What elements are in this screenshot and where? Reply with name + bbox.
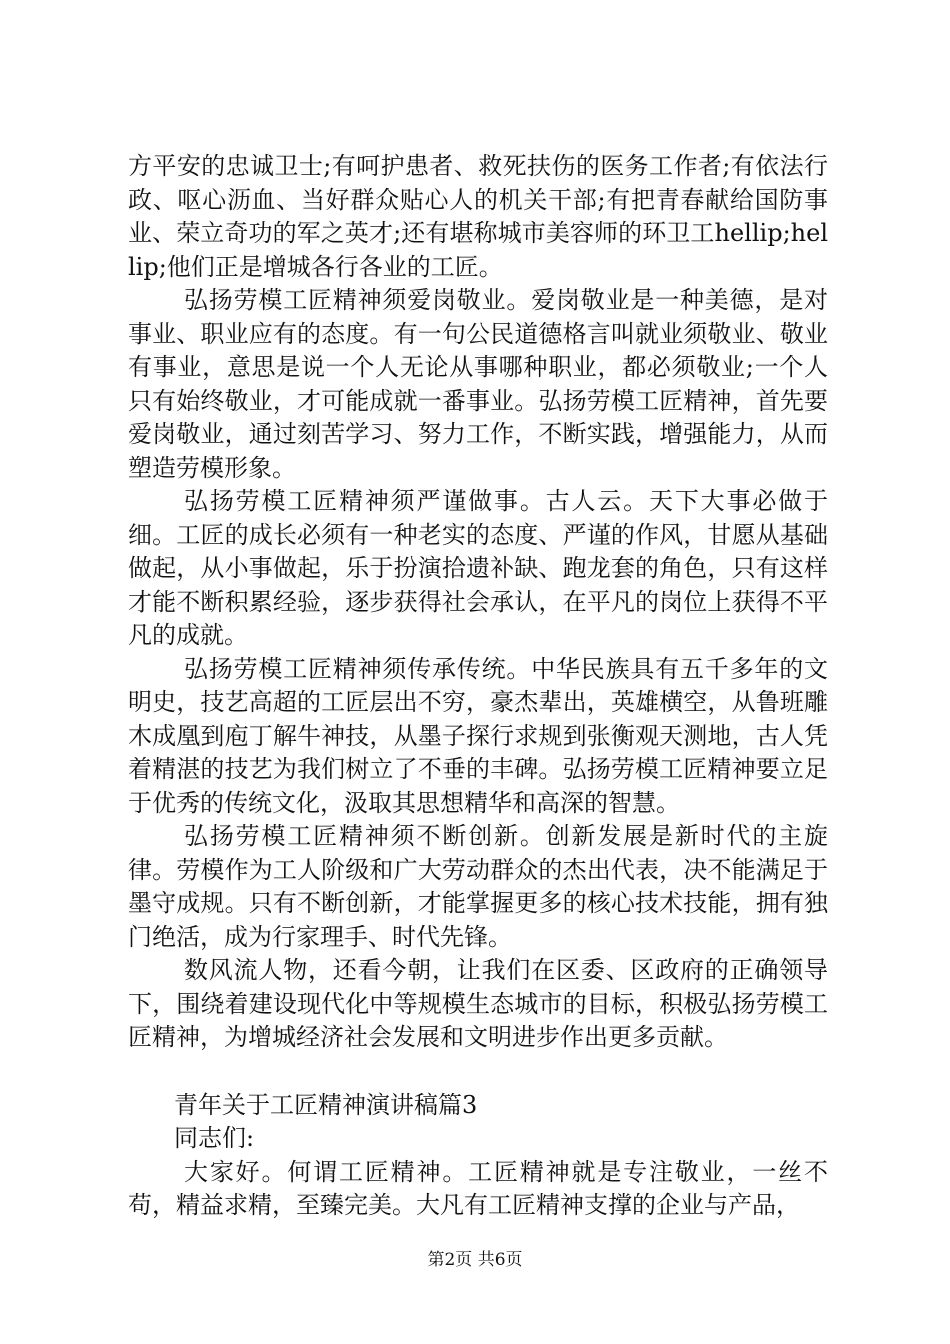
document-body — [128, 150, 828, 1223]
paragraph-dedication: 弘扬劳模工匠精神须爱岗敬业。爱岗敬业是一种美德，是对事业、职业应有的态度。有一句公民道德格言叫就业须敬业、敬业有事业，意思是说一个人无论从事哪种职业，都必须敬业;一个人只有始终敬业，才可能成就一番事业。弘扬劳模工匠精神，首先要爱岗敬业，通过刻苦学习、努力工作，不断实践，增强能力，从而塑造劳模形象。 — [128, 286, 828, 482]
paragraph-conclusion: 数风流人物，还看今朝，让我们在区委、区政府的正确领导下，围绕着建设现代化中等规模生态城市的目标，积极弘扬劳模工匠精神，为增城经济社会发展和文明进步作出更多贡献。 — [128, 956, 828, 1051]
paragraph-opening: 大家好。何谓工匠精神。工匠精神就是专注敬业，一丝不苟，精益求精，至臻完美。大凡有工匠精神支撑的企业与产品， — [128, 1157, 828, 1219]
paragraph-continuation: 方平安的忠诚卫士;有呵护患者、救死扶伤的医务工作者;有依法行政、呕心沥血、当好群众贴心人的机关干部;有把青春献给国防事业、荣立奇功的军之英才;还有堪称城市美容师的环卫工hellip;hellip;他们正是增城各行各业的工匠。 — [128, 152, 828, 281]
paragraph-innovation: 弘扬劳模工匠精神须不断创新。创新发展是新时代的主旋律。劳模作为工人阶级和广大劳动群众的杰出代表，决不能满足于墨守成规。只有不断创新，才能掌握更多的核心技术技能，拥有独门绝活，成为行家理手、时代先锋。 — [128, 822, 828, 951]
paragraph-tradition: 弘扬劳模工匠精神须传承传统。中华民族具有五千多年的文明史，技艺高超的工匠层出不穷，豪杰辈出，英雄横空，从鲁班雕木成凰到庖丁解牛神技，从墨子探行求规到张衡观天测地，古人凭着精湛的技艺为我们树立了不垂的丰碑。弘扬劳模工匠精神要立足于优秀的传统文化，汲取其思想精华和高深的智慧。 — [128, 654, 828, 817]
page-footer: 第2页 共6页 — [427, 1250, 523, 1270]
paragraph-rigor: 弘扬劳模工匠精神须严谨做事。古人云。天下大事必做于细。工匠的成长必须有一种老实的态度、严谨的作风，甘愿从基础做起，从小事做起，乐于扮演拾遗补缺、跑龙套的角色，只有这样才能不断积累经验，逐步获得社会承认，在平凡的岗位上获得不平凡的成就。 — [128, 487, 828, 649]
salutation: 同志们: — [174, 1124, 255, 1152]
section-title: 青年关于工匠精神演讲稿篇3 — [174, 1090, 478, 1119]
section-spacer — [128, 1055, 828, 1089]
